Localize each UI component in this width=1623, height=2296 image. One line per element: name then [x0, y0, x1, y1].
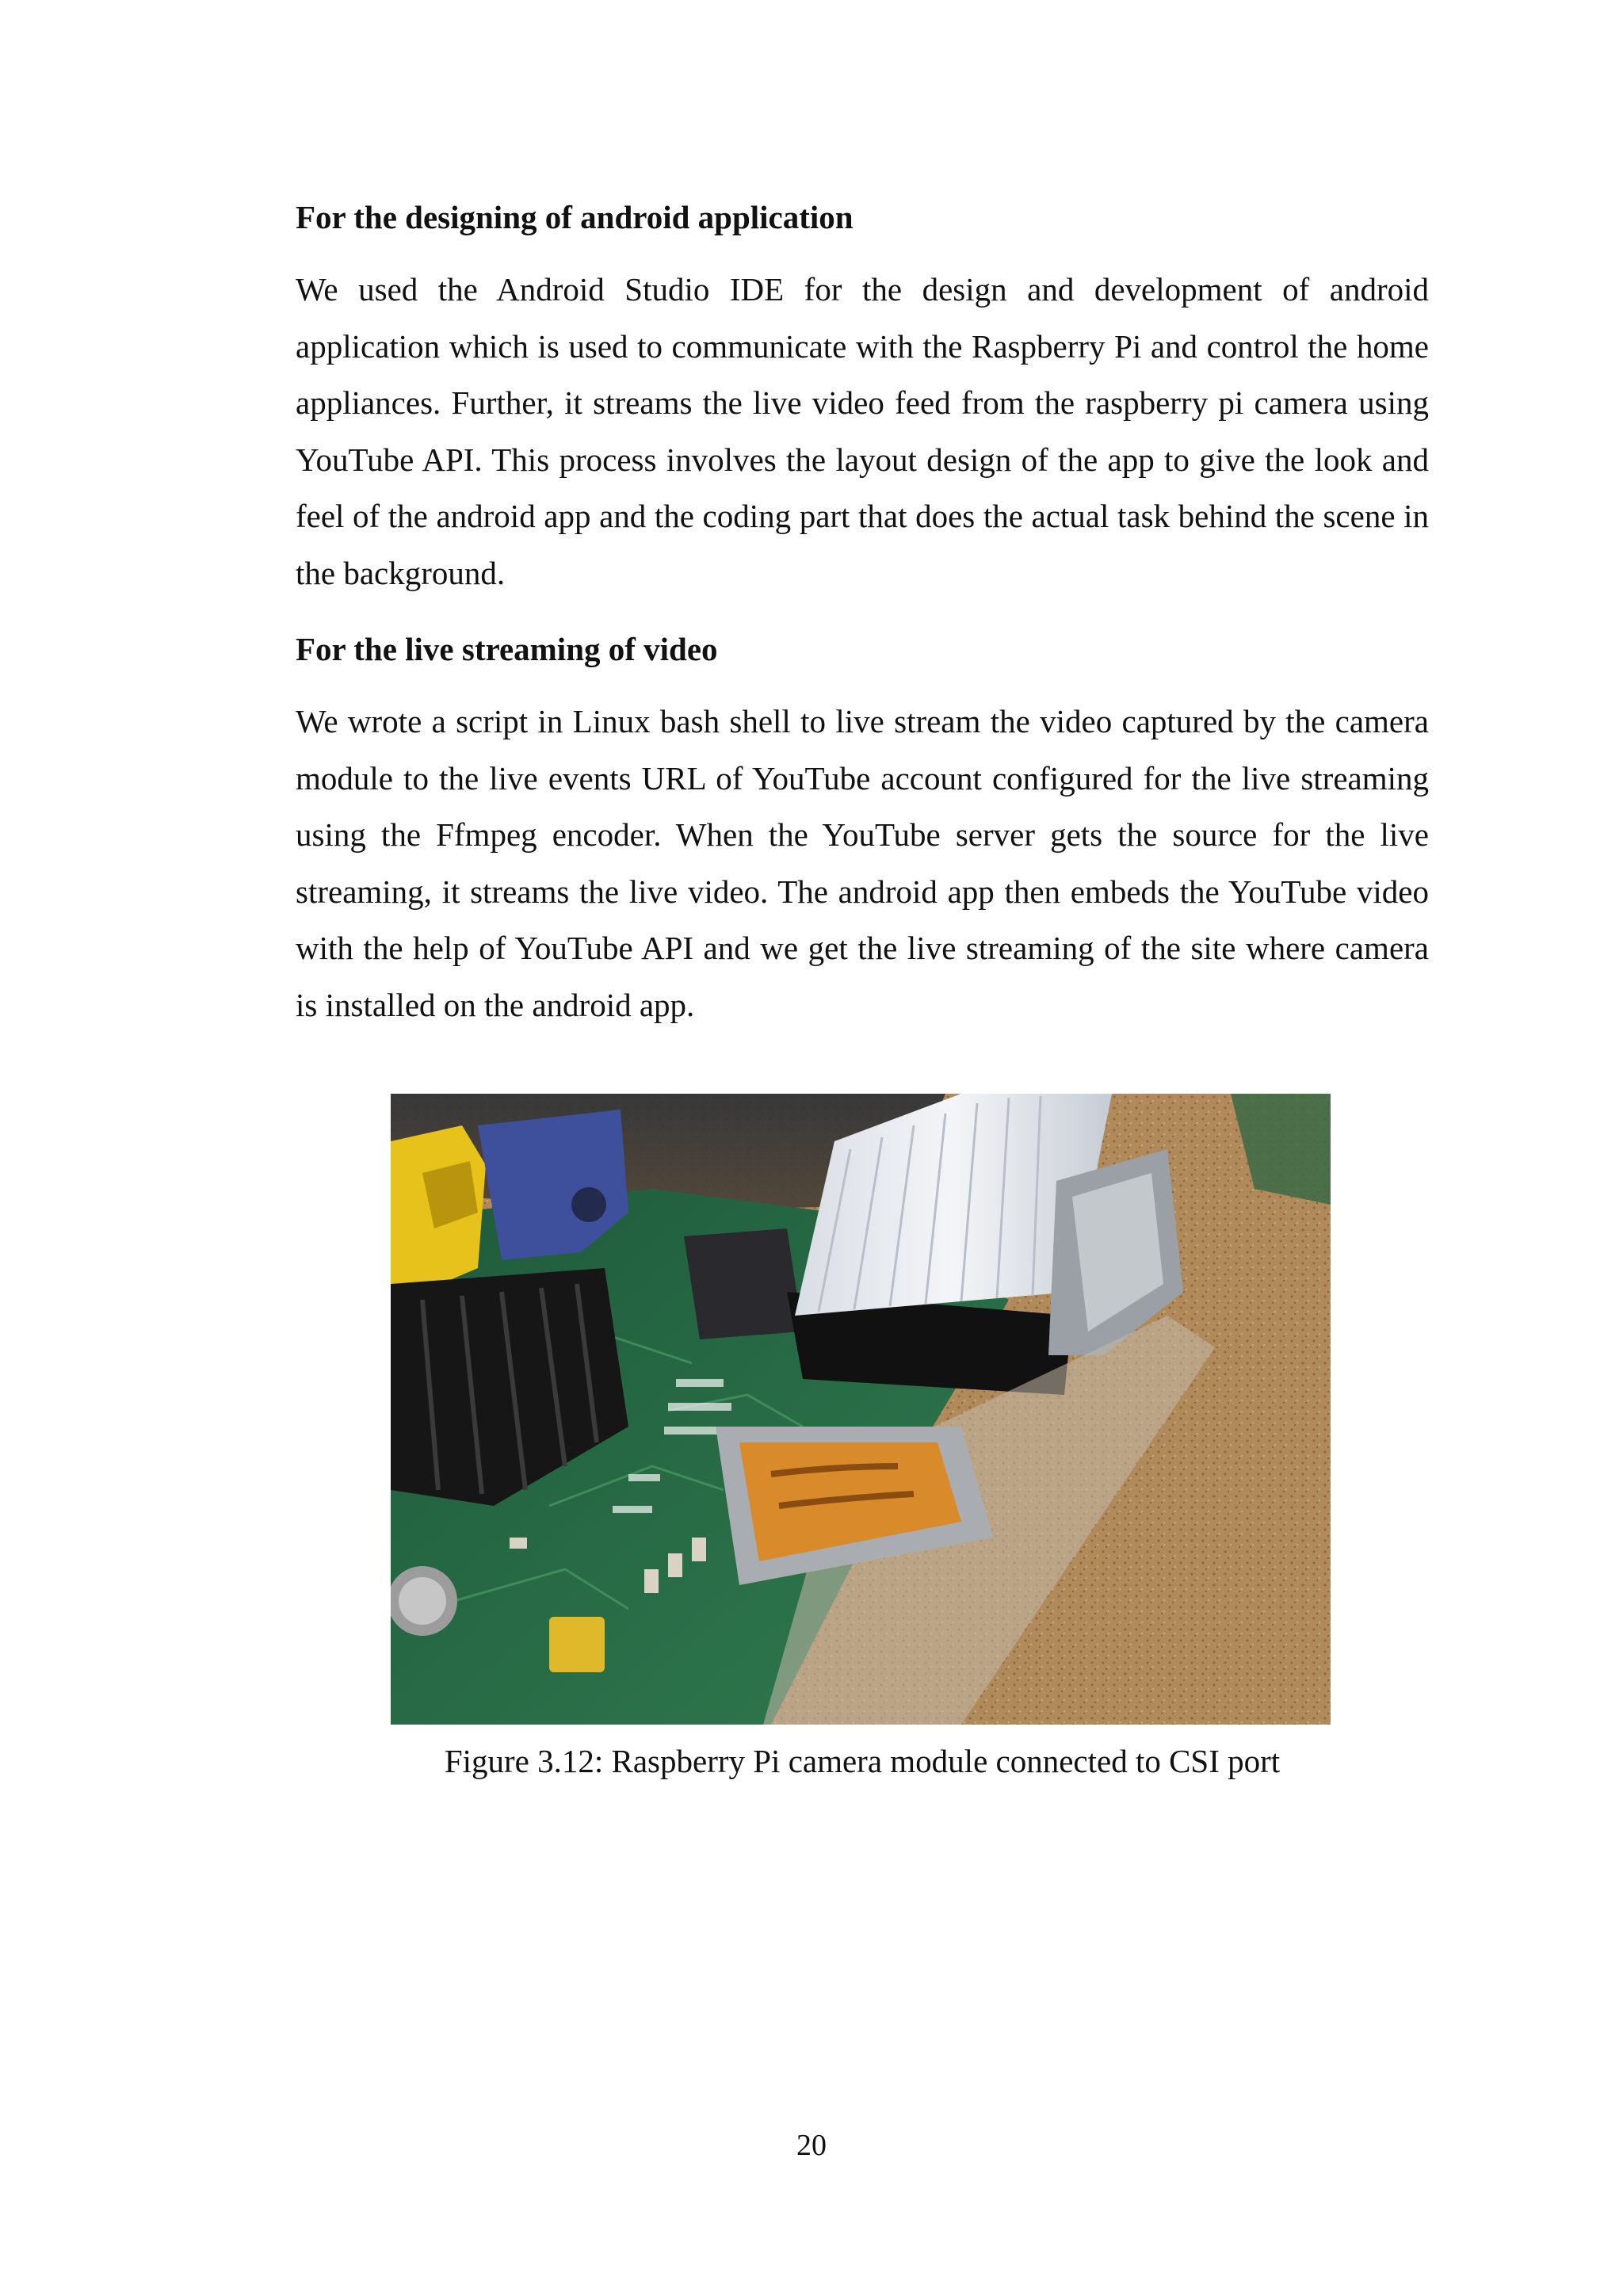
section-heading-android-app: For the designing of android application — [296, 199, 854, 235]
section-heading-live-streaming: For the live streaming of video — [296, 631, 718, 667]
raspberry-pi-photo-illustration — [391, 1094, 1331, 1725]
figure-caption: Figure 3.12: Raspberry Pi camera module connected to CSI port — [444, 1743, 1281, 1779]
figure-photo-raspberry-pi-camera — [391, 1094, 1331, 1725]
paragraph-android-app: We used the Android Studio IDE for the design and development of android application which is used to communicate with the Raspberry Pi and control the home appliances. Further, it streams the live video feed from the raspberry pi camera using YouTube API. This process involves the layout design of the app to give the look and feel of the android app and the coding part that does the actual task behind the scene in the background. — [296, 271, 1429, 591]
paragraph-live-streaming: We wrote a script in Linux bash shell to live stream the video captured by the camera module to the live events URL of YouTube account configured for the live streaming using the Ffmpeg encoder. When the YouTube server gets the source for the live streaming, it streams the live video. The android app then embeds the YouTube video with the help of YouTube API and we get the live streaming of the site where camera is installed on the android app. — [296, 703, 1429, 1023]
body-text — [296, 189, 1429, 1052]
page-number: 20 — [796, 2129, 827, 2162]
